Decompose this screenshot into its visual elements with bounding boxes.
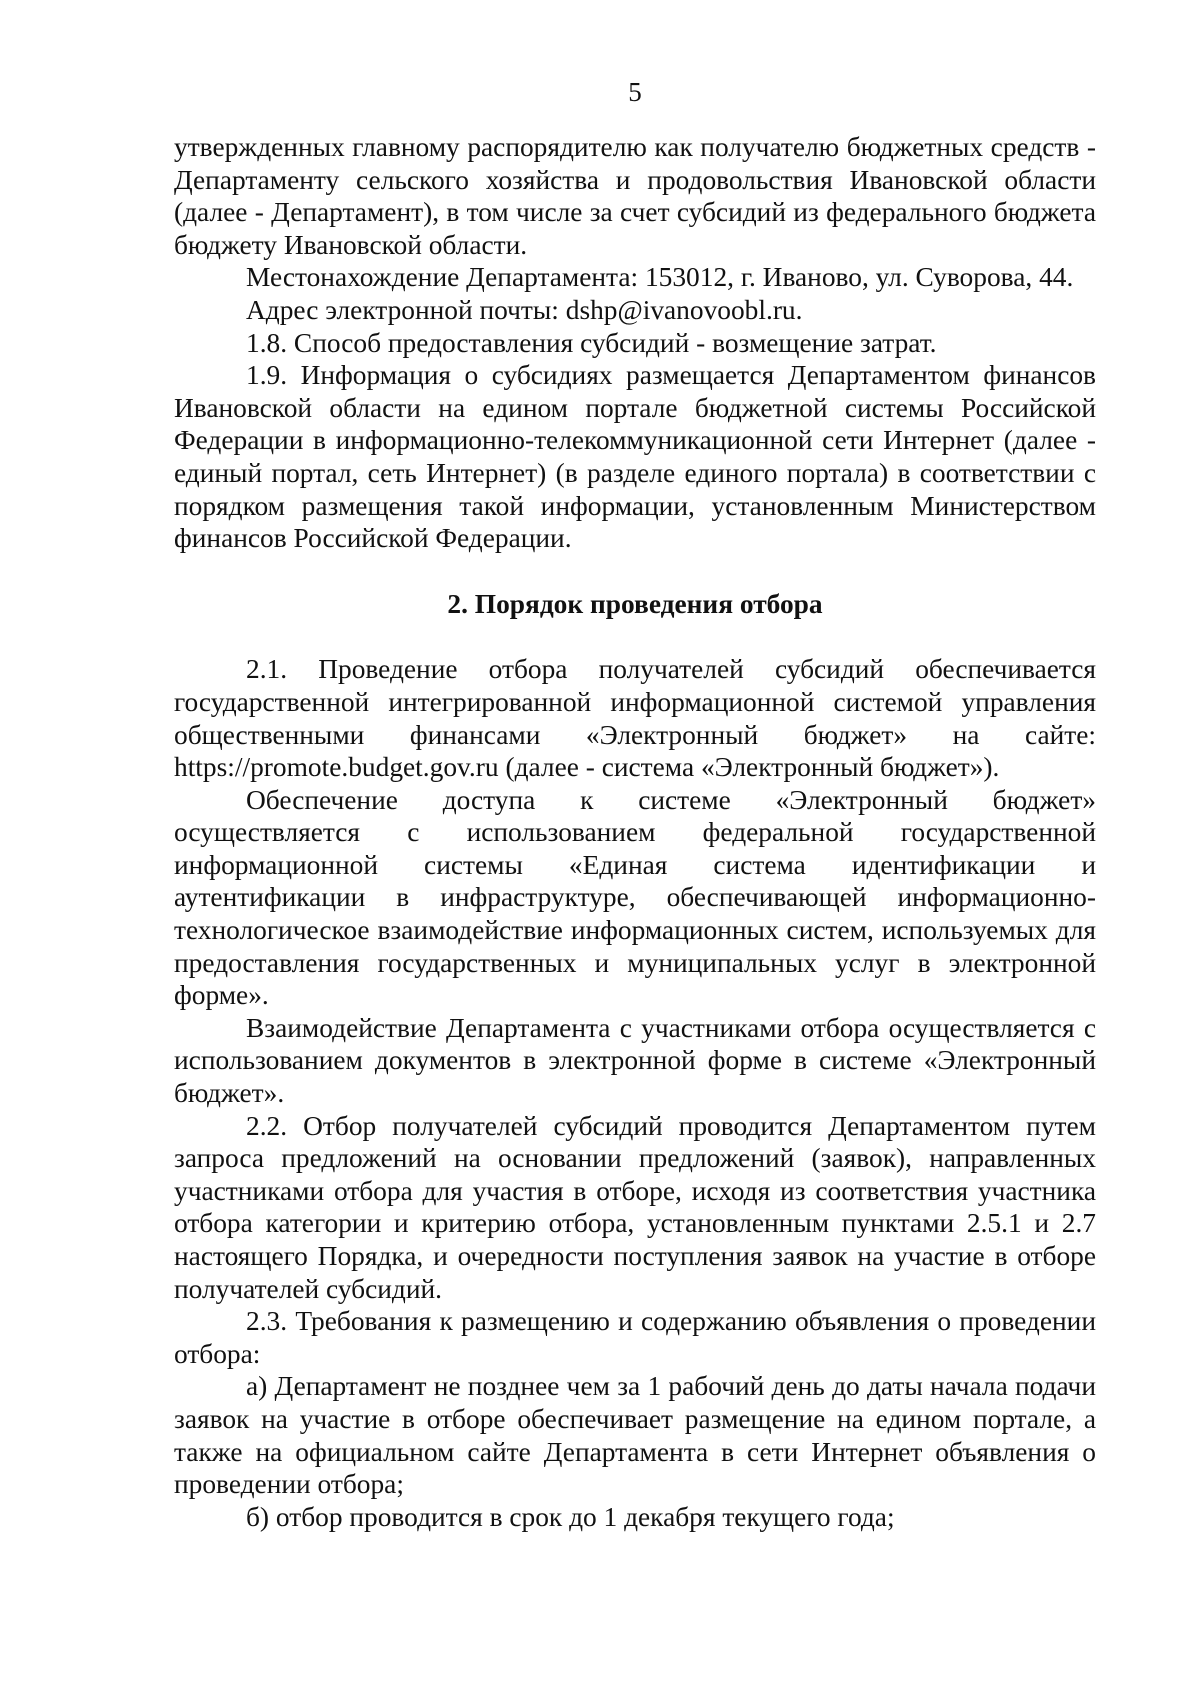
spacer <box>174 555 1096 588</box>
paragraph-system-access: Обеспечение доступа к системе «Электронный бюджет» осуществляется с использованием федеральной государственной информационной системы «Единая система идентификации и аутентификации в инфраструктуре, обеспечивающей информационно-технологическое взаимодействие информационных систем, используемых для предоставления государственных и муниципальных услуг в электронной форме». <box>174 784 1096 1011</box>
paragraph-1-8: 1.8. Способ предоставления субсидий - возмещение затрат. <box>246 327 937 358</box>
paragraph-2-1: 2.1. Проведение отбора получателей субсидий обеспечивается государственной интегрированной информационной системой управления общественными финансами «Электронный бюджет» на сайте: https://promote.budget.gov.ru (далее - система «Электронный бюджет»). <box>174 654 1096 783</box>
paragraph-department-location: Местонахождение Департамента: 153012, г. Иваново, ул. Суворова, 44. <box>246 262 1074 293</box>
paragraph-1-9: 1.9. Информация о субсидиях размещается Департаментом финансов Ивановской области на едином портале бюджетной системы Российской Федерации в информационно-телекоммуникационной сети Интернет (далее - единый портал, сеть Интернет) (в разделе единого портала) в соответствии с порядком размещения такой информации, установленным Министерством финансов Российской Федерации. <box>174 360 1096 554</box>
paragraph-email: Адрес электронной почты: dshp@ivanovoobl.ru. <box>246 294 803 325</box>
paragraph-2-2: 2.2. Отбор получателей субсидий проводится Департаментом путем запроса предложений на основании предложений (заявок), направленных участниками отбора для участия в отборе, исходя из соответствия участника отбора категории и критерию отбора, установленным пунктами 2.5.1 и 2.7 настоящего Порядка, и очередности поступления заявок на участие в отборе получателей субсидий. <box>174 1110 1096 1304</box>
paragraph-2-3: 2.3. Требования к размещению и содержанию объявления о проведении отбора: <box>174 1306 1096 1369</box>
spacer <box>174 620 1096 653</box>
paragraph-2-3-b: б) отбор проводится в срок до 1 декабря текущего года; <box>246 1501 895 1532</box>
section-heading: 2. Порядок проведения отбора <box>447 588 823 619</box>
paragraph-continuation: утвержденных главному распорядителю как получателю бюджетных средств - Департаменту сельского хозяйства и продовольствия Ивановской области (далее - Департамент), в том числе за счет субсидий из федерального бюджета бюджету Ивановской области. <box>174 132 1096 260</box>
page-number: 5 <box>628 77 642 107</box>
document-body <box>174 131 1096 1533</box>
paragraph-2-3-a: а) Департамент не позднее чем за 1 рабочий день до даты начала подачи заявок на участие в отборе обеспечивает размещение на едином портале, а также на официальном сайте Департамента в сети Интернет объявления о проведении отбора; <box>174 1371 1096 1500</box>
paragraph-interaction: Взаимодействие Департамента с участниками отбора осуществляется с использованием документов в электронной форме в системе «Электронный бюджет». <box>174 1012 1096 1109</box>
document-page <box>174 0 1096 1697</box>
